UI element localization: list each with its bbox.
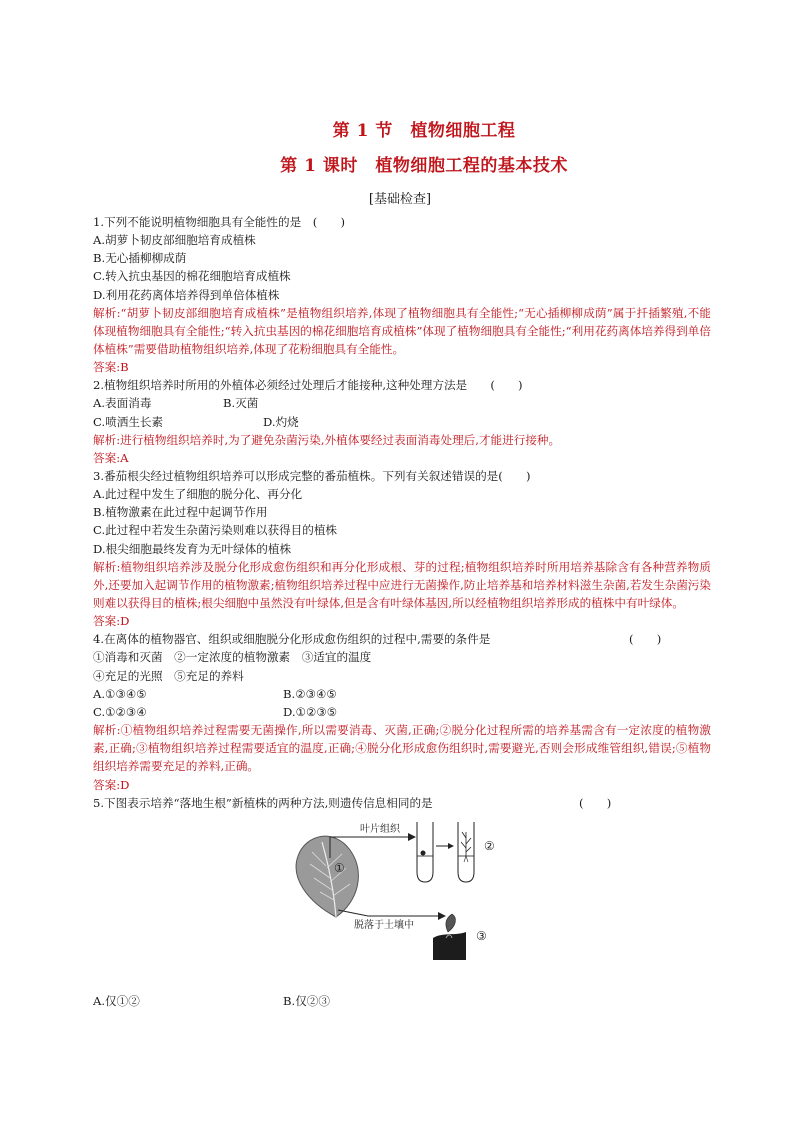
marker-2: ② xyxy=(484,838,495,853)
test-tube-plantlet xyxy=(458,822,474,882)
analysis: 解析:植物组织培养涉及脱分化形成愈伤组织和再分化形成根、芽的过程;植物组织培养时所用培养基除含有各种营养物质外,还要加入起调节作用的植物激素;植物组织培养过程中应进行无菌操作,防止培养基和培养材料滋生杂菌,若发生杂菌污染则难以获得目的植株;根尖细胞中虽然没有叶绿体,但是含有叶绿体基因,所以经植物组织培养形成的植株中有叶绿体。 xyxy=(93,559,711,611)
answer-blank: ( ) xyxy=(629,632,662,647)
lesson-title: 第 1 课时 植物细胞工程的基本技术 xyxy=(280,156,568,176)
marker-1: ① xyxy=(334,860,345,875)
question-stem: 3.番茄根尖经过植物组织培养可以形成完整的番茄植株。下列有关叙述错误的是( ) xyxy=(93,469,531,484)
question-stem-row xyxy=(93,630,711,648)
category-label: [基础检查] xyxy=(368,192,432,207)
analysis-highlight: ⑤植物组织培养需要充足的养料 xyxy=(93,741,711,774)
answer: 答案:A xyxy=(93,450,129,465)
option-row xyxy=(93,394,711,412)
analysis-text: 解析:①植物组织培养过程需要无菌操作,所以需要消毒、灭菌,正确;②脱分化过程所需的培养基需含有一定浓度的植物激素,正确;③植物组织培养过程需要适宜的温度,正确;④脱分化形成愈伤组织时,需要避光,否则会形成维管组织,错误; xyxy=(93,723,711,756)
question-2 xyxy=(93,376,711,467)
option-row xyxy=(93,703,711,721)
conditions-line-1: ①消毒和灭菌 ②一定浓度的植物激素 ③适宜的温度 xyxy=(93,650,372,665)
arrow-to-soil xyxy=(338,910,446,920)
analysis xyxy=(93,721,711,775)
test-tube-callus xyxy=(417,822,433,882)
soil-with-plantlet xyxy=(433,914,466,960)
question-stem: 5.下图表示培养“落地生根”新植株的两种方法,则遗传信息相同的是 xyxy=(93,795,433,810)
analysis: 解析:进行植物组织培养时,为了避免杂菌污染,外植体要经过表面消毒处理后,才能进行接种。 xyxy=(93,432,561,447)
option-a: A.胡萝卜韧皮部细胞培育成植株 xyxy=(93,233,256,248)
answer: 答案:B xyxy=(93,360,129,375)
analysis-end: ,正确。 xyxy=(220,759,260,774)
option-a: A.表面消毒 xyxy=(93,396,152,411)
question-stem: 2.植物组织培养时所用的外植体必须经过处理后才能接种,这种处理方法是 ( ) xyxy=(93,378,523,393)
question-4 xyxy=(93,630,711,793)
figure-illustration xyxy=(288,820,538,990)
option-d: D.根尖细胞最终发育为无叶绿体的植株 xyxy=(93,541,292,556)
answer: 答案:D xyxy=(93,777,130,792)
section-title: 第 1 节 植物细胞工程 xyxy=(332,121,516,141)
question-3 xyxy=(93,467,711,630)
option-b: B.②③④⑤ xyxy=(283,686,337,701)
option-a: A.仅①② xyxy=(93,993,140,1008)
option-c: C.①②③④ xyxy=(93,704,147,719)
question-1 xyxy=(93,213,711,376)
answer-blank: ( ) xyxy=(579,795,612,810)
option-d: D.①②③⑤ xyxy=(283,704,338,719)
option-row xyxy=(93,413,711,431)
option-a: A.①③④⑤ xyxy=(93,686,147,701)
marker-3: ③ xyxy=(476,928,487,943)
option-row xyxy=(93,992,711,1010)
label-fallen-soil: 脱落于土壤中 xyxy=(354,919,414,931)
answer: 答案:D xyxy=(93,614,130,629)
question-stem: 1.下列不能说明植物细胞具有全能性的是 ( ) xyxy=(93,215,345,229)
label-leaf-tissue: 叶片组织 xyxy=(360,823,400,835)
option-b: B.仅②③ xyxy=(283,993,330,1008)
option-c: C.喷洒生长素 xyxy=(93,414,164,429)
option-a: A.此过程中发生了细胞的脱分化、再分化 xyxy=(93,487,303,502)
option-c: C.此过程中若发生杂菌污染则难以获得目的植株 xyxy=(93,523,338,538)
propagation-figure xyxy=(288,812,538,992)
conditions-line-2: ④充足的光照 ⑤充足的养料 xyxy=(93,668,244,683)
question-5 xyxy=(93,794,711,1010)
option-d: D.利用花药离体培养得到单倍体植株 xyxy=(93,287,280,302)
analysis: 解析:“胡萝卜韧皮部细胞培育成植株”是植物组织培养,体现了植物细胞具有全能性;“无心插柳柳成荫”属于扦插繁殖,不能体现植物细胞具有全能性;“转入抗虫基因的棉花细胞培育成植株”体现了植物细胞具有全能性;“利用花药离体培养得到单倍体植株”需要借助植物组织培养,体现了花粉细胞具有全能性。 xyxy=(93,305,711,357)
question-stem-row xyxy=(93,794,711,812)
option-b: B.植物激素在此过程中起调节作用 xyxy=(93,505,268,520)
option-b: B.无心插柳柳成荫 xyxy=(93,251,187,266)
option-c: C.转入抗虫基因的棉花细胞培育成植株 xyxy=(93,269,291,284)
option-d: D.灼烧 xyxy=(263,414,299,429)
arrow-between-tubes xyxy=(436,843,454,849)
leaf-image xyxy=(296,836,358,917)
question-list xyxy=(93,213,711,1010)
option-row xyxy=(93,685,711,703)
option-b: B.灭菌 xyxy=(223,396,259,411)
question-stem: 4.在离体的植物器官、组织或细胞脱分化形成愈伤组织的过程中,需要的条件是 xyxy=(93,632,491,647)
